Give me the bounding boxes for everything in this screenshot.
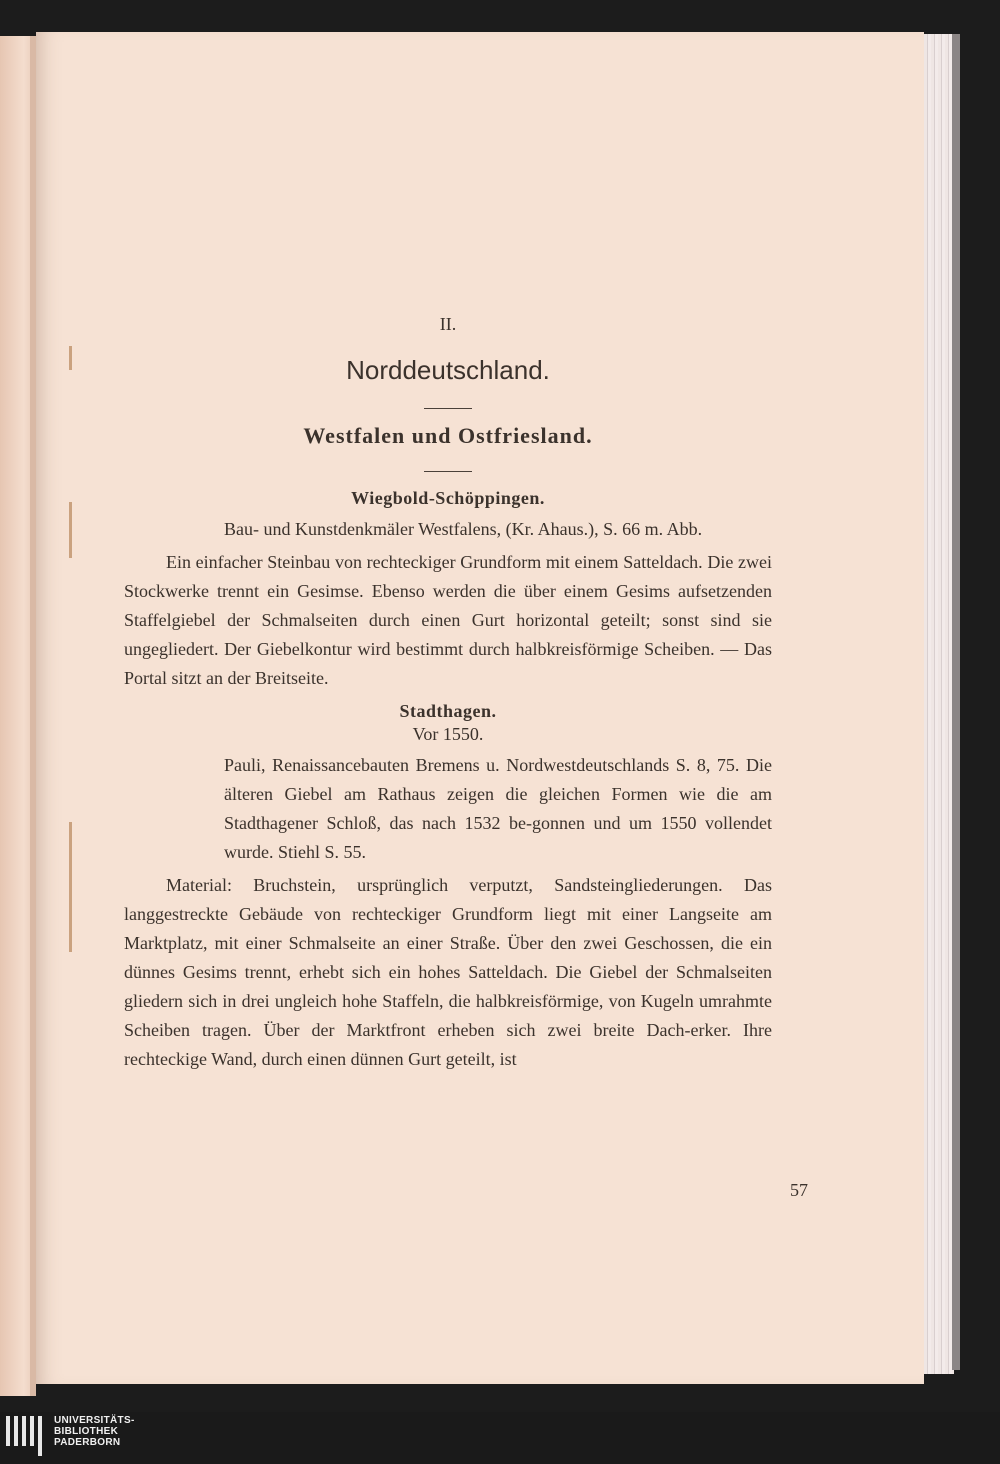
region-title: Norddeutschland. bbox=[346, 355, 550, 385]
section-body-text: Material: Bruchstein, ursprünglich verputzt, Sandsteingliederungen. Das langgestreckte Gebäude von rechteckiger Grundform liegt mit einer Langseite am Marktplatz, mit einer Schmalseite an einer Straße. Über den zwei Geschossen, die ein dünnes Gesims trennt, erhebt sich ein hohes Satteldach. Die Giebel der Schmalseiten gliedern sich in drei ungleich hohe Staffeln, die halbkreisförmige, von Kugeln umrahmte Scheiben tragen. Über der Marktfront erheben sich zwei breite Dach-erker. Ihre rechteckige Wand, durch einen dünnen Gurt geteilt, ist bbox=[124, 875, 772, 1069]
logo-line: PADERBORN bbox=[54, 1437, 121, 1448]
page-content bbox=[124, 300, 772, 1074]
section-title-wiegbold: Wiegbold-Schöppingen. bbox=[351, 488, 545, 508]
chapter-number: II. bbox=[439, 314, 457, 334]
section-reference: Pauli, Renaissancebauten Bremens u. Nordwestdeutschlands S. 8, 75. Die älteren Giebel am Rathaus zeigen die gleichen Formen wie die am Stadthagener Schloß, das nach 1532 be-gonnen und um 1550 vollendet wurde. Stiehl S. 55. bbox=[224, 755, 772, 862]
logo-line: UNIVERSITÄTS- bbox=[54, 1415, 135, 1426]
section-body-text: Ein einfacher Steinbau von rechteckiger Grundform mit einem Satteldach. Die zwei Stockwerke trennt ein Gesimse. Ebenso werden die über einem Gesims aufsetzenden Staffelgiebel der Schmalseiten durch einen Gurt horizontal geteilt; sonst sind sie ungegliedert. Der Giebelkontur wird bestimmt durch halbkreisförmige Scheiben. — Das Portal sitzt an der Breitseite. bbox=[124, 552, 772, 688]
section-date: Vor 1550. bbox=[412, 724, 484, 744]
page-number: 57 bbox=[790, 1180, 808, 1200]
subregion-title: Westfalen und Ostfriesland. bbox=[303, 423, 593, 448]
section-body bbox=[124, 871, 772, 1074]
section-reference: Bau- und Kunstdenkmäler Westfalens, (Kr. Ahaus.), S. 66 m. Abb. bbox=[224, 519, 703, 539]
library-logo-text bbox=[54, 1415, 135, 1448]
left-page-edge bbox=[0, 36, 34, 1396]
book-cover-edge bbox=[952, 34, 960, 1370]
section-body bbox=[124, 548, 772, 693]
page-stack-edge bbox=[924, 34, 954, 1374]
library-footer bbox=[0, 1412, 1000, 1464]
logo-line: BIBLIOTHEK bbox=[54, 1426, 119, 1437]
divider-rule bbox=[424, 471, 472, 472]
section-title-stadthagen: Stadthagen. bbox=[399, 701, 497, 721]
divider-rule bbox=[424, 408, 472, 409]
